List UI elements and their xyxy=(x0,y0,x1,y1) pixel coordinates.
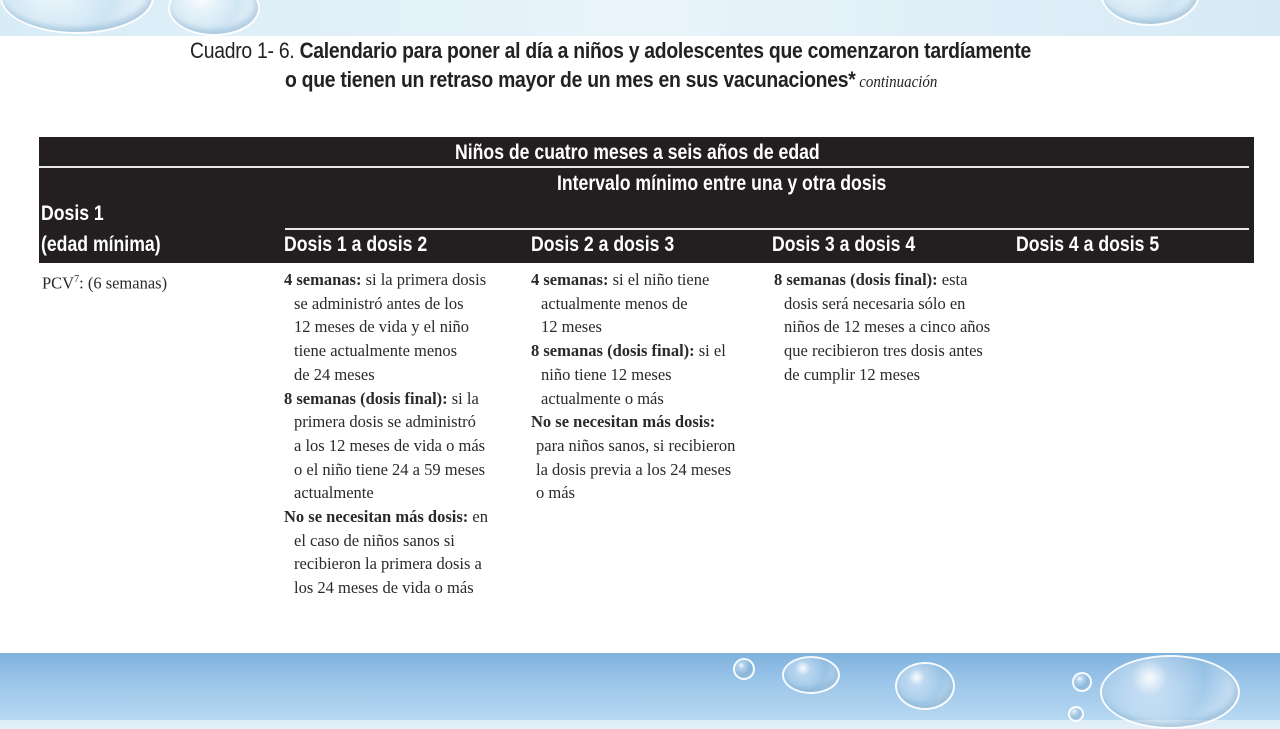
note-bold: 4 semanas: xyxy=(284,270,362,289)
note-line: actualmente xyxy=(294,483,374,503)
note-line: tiene actualmente menos xyxy=(294,341,458,361)
dose1-age-header: (edad mínima) xyxy=(41,233,161,256)
cell-dose1-to-2 xyxy=(284,268,529,600)
note-line: a los 12 meses de vida o más xyxy=(294,435,486,455)
vaccine-min-age: : (6 semanas) xyxy=(79,273,168,293)
row-vaccine-cell xyxy=(42,268,167,295)
note-block xyxy=(531,339,771,363)
note-line: 12 meses xyxy=(541,317,602,337)
cell-dose2-to-3 xyxy=(531,268,771,505)
note-line: o más xyxy=(536,483,575,503)
note-line: 12 meses de vida y el niño xyxy=(294,317,470,337)
group-header: Niños de cuatro meses a seis años de edad xyxy=(455,141,820,164)
note-text: si el niño tiene xyxy=(608,270,710,289)
note-text: en xyxy=(468,507,488,527)
caption-prefix: Cuadro 1- 6. xyxy=(190,38,300,63)
caption-title: Calendario para poner al día a niños y adolescentes que comenzaron tardíamente xyxy=(299,38,1032,63)
note-block xyxy=(284,505,529,529)
bubble-bottom-5 xyxy=(1100,655,1240,729)
note-block xyxy=(531,410,771,434)
note-line: actualmente o más xyxy=(541,388,664,408)
note-text: esta xyxy=(937,270,968,289)
note-line: recibieron la primera dosis a xyxy=(294,554,482,574)
table-header xyxy=(39,137,1254,263)
note-line: niño tiene 12 meses xyxy=(541,364,672,384)
note-line: los 24 meses de vida o más xyxy=(294,578,474,598)
bubble-bottom-4 xyxy=(1072,672,1092,692)
note-line: se administró antes de los xyxy=(294,293,464,313)
note-line: el caso de niños sanos si xyxy=(294,530,455,550)
note-line: actualmente menos de xyxy=(541,293,688,313)
vaccine-footnote: 7 xyxy=(74,274,80,285)
note-line: de 24 meses xyxy=(294,364,375,384)
caption-continuation: continuación xyxy=(855,72,938,91)
note-bold: 8 semanas (dosis final): xyxy=(284,388,448,408)
note-line: la dosis previa a los 24 meses xyxy=(536,459,732,479)
note-text: si el xyxy=(694,341,726,361)
note-text: si la xyxy=(447,388,479,408)
note-line: que recibieron tres dosis antes xyxy=(784,341,983,361)
note-text: si la primera dosis xyxy=(361,270,487,289)
note-block xyxy=(284,268,529,292)
col-header-3: Dosis 3 a dosis 4 xyxy=(772,233,916,256)
col-header-1: Dosis 1 a dosis 2 xyxy=(284,233,428,256)
caption-title-cont: o que tienen un retraso mayor de un mes en sus vacunaciones* xyxy=(285,67,856,92)
note-bold: No se necesitan más dosis: xyxy=(531,412,716,432)
note-line: para niños sanos, si recibieron xyxy=(536,435,736,455)
note-line: dosis será necesaria sólo en xyxy=(784,293,966,313)
col-header-4: Dosis 4 a dosis 5 xyxy=(1016,233,1160,256)
cell-dose3-to-4 xyxy=(774,268,1014,387)
interval-header: Intervalo mínimo entre una y otra dosis xyxy=(557,172,887,195)
header-rule-top xyxy=(39,166,1249,168)
note-block xyxy=(531,268,771,292)
note-block xyxy=(774,268,1014,292)
caption-line-1 xyxy=(190,38,1031,64)
bubble-bottom-3 xyxy=(895,662,955,710)
bubble-bottom-1 xyxy=(733,658,755,680)
bubble-bottom-2 xyxy=(782,656,840,694)
note-line: primera dosis se administró xyxy=(294,412,476,432)
note-bold: 8 semanas (dosis final): xyxy=(531,341,695,361)
caption-line-2 xyxy=(285,67,937,93)
note-bold: 8 semanas (dosis final): xyxy=(774,270,938,289)
note-bold: No se necesitan más dosis: xyxy=(284,507,469,527)
note-block xyxy=(284,387,529,411)
note-line: de cumplir 12 meses xyxy=(784,364,921,384)
note-line: niños de 12 meses a cinco años xyxy=(784,317,991,337)
vaccine-name: PCV xyxy=(42,273,75,293)
note-bold: 4 semanas: xyxy=(531,270,609,289)
col-header-2: Dosis 2 a dosis 3 xyxy=(531,233,675,256)
note-line: o el niño tiene 24 a 59 meses xyxy=(294,459,486,479)
header-rule-sub xyxy=(285,228,1249,230)
dose1-header: Dosis 1 xyxy=(41,202,104,225)
